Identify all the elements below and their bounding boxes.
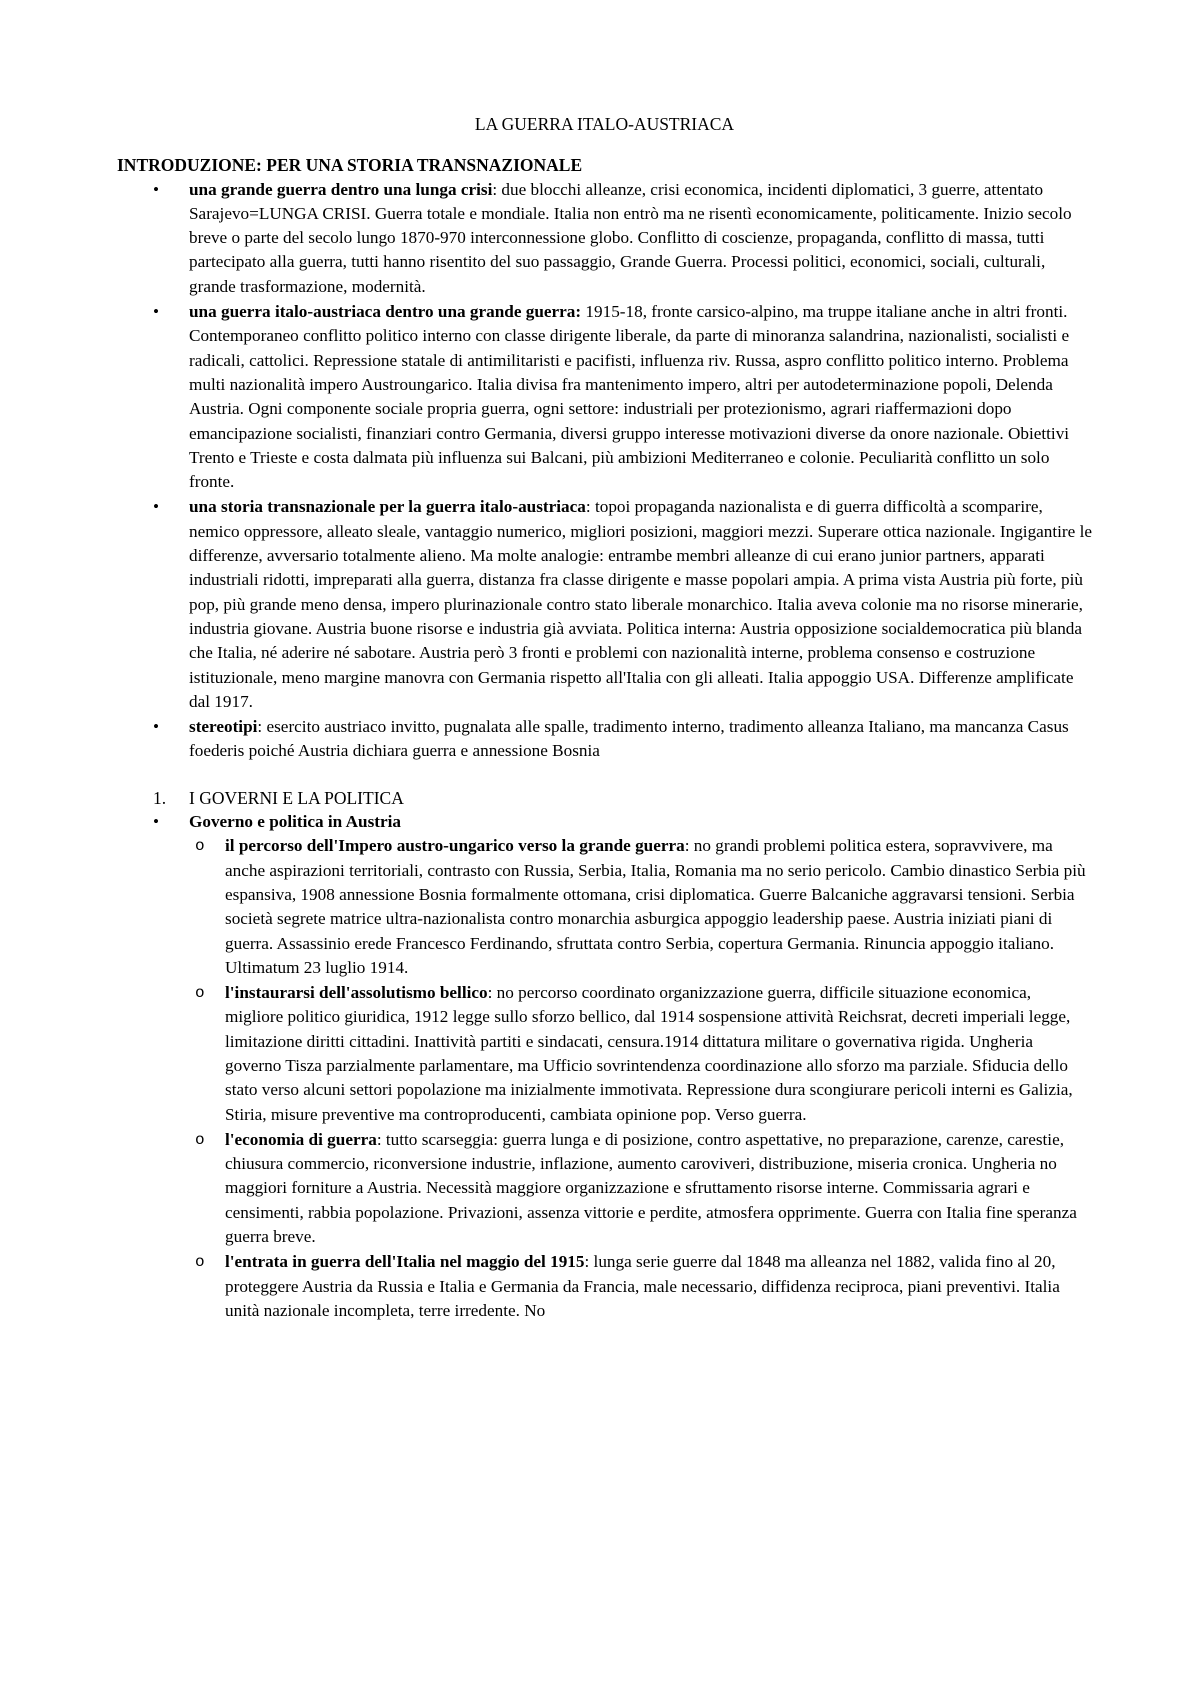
section-item	[189, 810, 1092, 1323]
intro-list	[117, 178, 1092, 764]
item-lead: una storia transnazionale per la guerra italo-austriaca	[189, 497, 586, 517]
chapter-section-list	[117, 810, 1092, 1323]
item-lead: il percorso dell'Impero austro-ungarico verso la grande guerra	[225, 836, 685, 856]
item-text: : no percorso coordinato organizzazione guerra, difficile situazione economica, migliore politico giuridica, 1912 legge sullo sforzo bellico, dal 1914 sospensione attività Reichsrat, decreti imperiali legge, limitazione diritti cittadini. Inattività partiti e sindacati, censura.1914 dittatura militare o governativa rigida. Ungheria governo Tisza parzialmente parlamentare, ma Ufficio sovrintendenza coordinazione allo sforzo ma parziale. Sfiducia dello stato verso alcuni settori popolazione ma inizialmente immotivata. Repressione dura scongiurare pericoli interni es Galizia, Stiria, misure preventive ma controproducenti, cambiata opinione pop. Verso guerra.	[225, 983, 1073, 1124]
subsection-list	[189, 834, 1092, 1323]
item-lead: una grande guerra dentro una lunga crisi	[189, 179, 493, 199]
item-text: : esercito austriaco invitto, pugnalata alle spalle, tradimento interno, tradimento alleanza Italiano, ma mancanza Casus foederis poiché Austria dichiara guerra e annessione Bosnia	[189, 717, 1069, 761]
chapter-number: 1.	[153, 787, 167, 808]
list-item	[189, 715, 1092, 764]
item-text: : tutto scarseggia: guerra lunga e di posizione, contro aspettative, no preparazione, carenze, carestie, chiusura commercio, riconversione industrie, inflazione, aumento caroviveri, distribuzione, miseria cronica. Ungheria no maggiori forniture a Austria. Necessità maggiore organizzazione e sfruttamento risorse interne. Commissaria agrari e censimenti, rabbia popolazione. Privazioni, assenza vittorie e perdite, atmosfera opprimente. Guerra con Italia fine speranza guerra breve.	[225, 1129, 1077, 1247]
item-text: 1915-18, fronte carsico-alpino, ma truppe italiane anche in altri fronti. Contemporaneo conflitto politico interno con classe dirigente liberale, da parte di minoranza salandrina, nazionalisti, socialisti e radicali, cattolici. Repressione statale di antimilitaristi e pacifisti, influenza riv. Russa, aspro conflitto politico interno. Problema multi nazionalità impero Austroungarico. Italia divisa fra mantenimento impero, altri per autodeterminazione popoli, Delenda Austria. Ogni componente sociale propria guerra, ogni settore: industriali per protezionismo, agrari riaffermazioni dopo emancipazione socialisti, finanziari contro Germania, diversi gruppo interesse motivazioni diverse da onore nazionale. Obiettivi Trento e Trieste e costa dalmata più influenza sui Balcani, più ambizioni Mediterraneo e colonie. Peculiarità conflitto un solo fronte.	[189, 302, 1070, 492]
list-item	[189, 495, 1092, 714]
item-text: : topoi propaganda nazionalista e di guerra difficoltà a scomparire, nemico oppressore, alleato sleale, vantaggio numerico, migliori posizioni, maggiori mezzi. Superare ottica nazionale. Ingigantire le differenze, avversario totalmente alieno. Ma molte analogie: entrambe membri alleanze di cui erano junior partners, apparati industriali ridotti, impreparati alla guerra, distanza fra classe dirigente e masse popolari ampia. A prima vista Austria più forte, più pop, più grande meno densa, impero plurinazionale contro stato liberale monarchico. Italia aveva colonie ma no risorse minerarie, industria giovane. Austria buone risorse e industria già avviata. Politica interna: Austria opposizione socialdemocratica più blanda che Italia, né aderire né sabotare. Austria però 3 fronti e problemi con nazionalità interne, problema consenso e costruzione istituzionale, meno margine manovra con Germania rispetto all'Italia con gli alleati. Italia appoggio USA. Differenze amplificate dal 1917.	[189, 497, 1092, 711]
list-item	[189, 300, 1092, 494]
item-lead: l'entrata in guerra dell'Italia nel maggio del 1915	[225, 1252, 585, 1272]
list-item	[225, 1128, 1092, 1249]
chapter-title: I GOVERNI E LA POLITICA	[189, 787, 404, 808]
chapter-heading	[117, 786, 1092, 810]
document-title: LA GUERRA ITALO-AUSTRIACA	[474, 114, 735, 134]
section-heading: Governo e politica in Austria	[189, 812, 401, 832]
item-lead: l'economia di guerra	[225, 1129, 377, 1149]
document-page	[117, 112, 1092, 1324]
intro-heading: INTRODUZIONE: PER UNA STORIA TRANSNAZIONALE	[117, 155, 583, 176]
item-lead: una guerra italo-austriaca dentro una grande guerra:	[189, 302, 582, 322]
item-text: : due blocchi alleanze, crisi economica, incidenti diplomatici, 3 guerre, attentato Sarajevo=LUNGA CRISI. Guerra totale e mondiale. Italia non entrò ma ne risentì economicamente, politicamente. Inizio secolo breve o parte del secolo lungo 1870-970 interconnessione globo. Conflitto di coscienze, propaganda, conflitto di massa, tutti partecipato alla guerra, tutti hanno risentito del suo passaggio, Grande Guerra. Processi politici, economici, sociali, culturali, grande trasformazione, modernità.	[189, 179, 1072, 296]
item-text: : no grandi problemi politica estera, sopravvivere, ma anche aspirazioni territoriali, contrasto con Russia, Serbia, Italia, Romania ma no serio pericolo. Cambio dinastico Serbia più espansiva, 1908 annessione Bosnia formalmente ottomana, crisi diplomatica. Guerre Balcaniche aggravarsi tensioni. Serbia società segrete matrice ultra-nazionalista contro monarchia asburgica appoggio leadership paese. Austria iniziati piani di guerra. Assassinio erede Francesco Ferdinando, sfruttata contro Serbia, copertura Germania. Rinuncia appoggio italiano. Ultimatum 23 luglio 1914.	[225, 836, 1086, 977]
list-item	[225, 834, 1092, 980]
item-lead: stereotipi	[189, 717, 258, 737]
item-text: : lunga serie guerre dal 1848 ma alleanza nel 1882, valida fino al 20, proteggere Austria da Russia e Italia e Germania da Francia, male necessario, diffidenza reciproca, piani preventivi. Italia unità nazionale incompleta, terre irredente. No	[225, 1252, 1060, 1320]
list-item	[189, 178, 1092, 299]
list-item	[225, 1250, 1092, 1323]
list-item	[225, 981, 1092, 1127]
item-lead: l'instaurarsi dell'assolutismo bellico	[225, 983, 488, 1003]
